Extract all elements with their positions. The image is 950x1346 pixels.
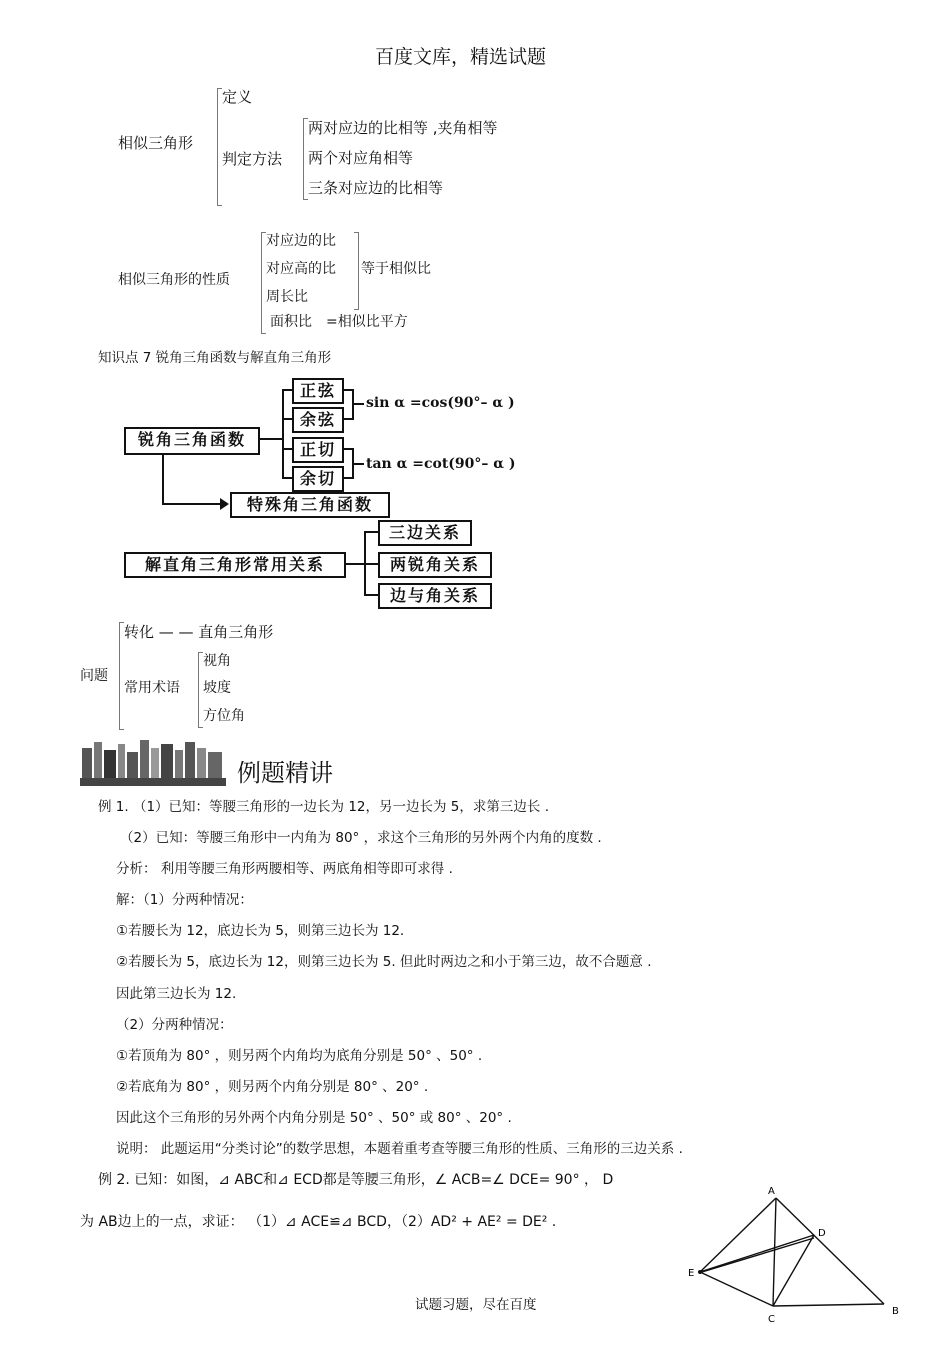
judge-item: 三条对应边的比相等 [308,179,444,197]
connector-line [282,418,292,420]
connector-line [258,438,284,440]
term-item: 坡度 [203,680,231,696]
brace [354,232,359,310]
connector-line [282,389,292,391]
property-item: 对应高的比 [266,261,336,277]
connector-line [162,452,164,505]
box-cot: 余切 [292,466,344,492]
problems-transform: 转化 — — 直角三角形 [124,623,274,641]
box-solve-right-triangle: 解直角三角形常用关系 [124,552,346,578]
vertex-label: B [892,1306,899,1317]
judge-item: 两对应边的比相等 ,夹角相等 [308,119,498,137]
box-three-sides: 三边关系 [378,520,472,546]
triangle-figure [680,1180,910,1330]
books-icon [80,738,226,786]
connector-line [162,503,224,505]
properties-root: 相似三角形的性质 [118,272,230,288]
similar-judge: 判定方法 [222,150,283,168]
box-side-angle: 边与角关系 [378,583,492,609]
example2-line: 为 AB边上的一点，求证： （1）⊿ ACE≌⊿ BCD，（2）AD² + AE² = DE² . [80,1214,557,1230]
connector-line [364,531,378,533]
example2-line: 例 2. 已知：如图，⊿ ABC和⊿ ECD都是等腰三角形，∠ ACB=∠ DCE= 90° ， D [98,1172,614,1188]
box-cos: 余弦 [292,407,344,433]
problems-root: 问题 [80,668,108,684]
property-area: 面积比 [270,314,312,330]
example1-line: ①若顶角为 80° ，则另两个内角均为底角分别是 50° 、50° . [116,1048,483,1064]
arrow-head-icon [220,498,229,510]
term-item: 视角 [203,653,231,669]
connector-line [364,594,378,596]
page-title: 百度文库，精选试题 [375,46,547,68]
example1-line: 说明： 此题运用“分类讨论”的数学思想，本题着重考查等腰三角形的性质、三角形的三边关系 . [116,1141,683,1157]
example1-line: （2）分两种情况： [116,1017,233,1033]
problems-terms: 常用术语 [124,680,180,696]
box-trig-functions: 锐角三角函数 [124,427,260,455]
similar-definition: 定义 [222,88,253,106]
vertex-label: C [768,1314,775,1325]
property-area-rel: =相似比平方 [326,314,408,330]
box-special-angles: 特殊角三角函数 [230,492,390,518]
property-item: 周长比 [266,289,308,305]
box-tan: 正切 [292,437,344,463]
example1-line: （2）已知：等腰三角形中一内角为 80° ，求这个三角形的另外两个内角的度数 . [120,830,602,846]
vertex-label: D [818,1228,826,1239]
connector-line [282,389,284,479]
examples-header: 例题精讲 [237,759,333,787]
example1-line: 例 1. （1）已知：等腰三角形的一边长为 12，另一边长为 5，求第三边长 . [98,799,549,815]
formula-sin-cos: sin α =cos(90°– α ) [366,395,515,411]
box-sin: 正弦 [292,378,344,404]
example1-line: ②若腰长为 5，底边长为 12，则第三边长为 5. 但此时两边之和小于第三边，故不合题意 . [116,954,652,970]
property-equal: 等于相似比 [361,261,431,277]
connector-line [344,563,366,565]
page-footer: 试题习题，尽在百度 [415,1297,537,1313]
knowledge-point-label: 知识点 7 锐角三角函数与解直角三角形 [98,350,332,366]
connector-line [282,477,292,479]
example1-line: 因此第三边长为 12. [116,986,237,1002]
example1-line: 因此这个三角形的另外两个内角分别是 50° 、50° 或 80° 、20° . [116,1110,512,1126]
example1-line: 分析： 利用等腰三角形两腰相等、两底角相等即可求得 . [116,861,453,877]
similar-root: 相似三角形 [118,134,194,152]
judge-item: 两个对应角相等 [308,149,414,167]
connector-line [352,463,364,465]
term-item: 方位角 [203,708,245,724]
example1-line: 解：（1）分两种情况： [116,892,253,908]
connector-line [282,448,292,450]
property-item: 对应边的比 [266,233,336,249]
vertex-label: A [768,1186,775,1197]
connector-line [352,403,364,405]
formula-tan-cot: tan α =cot(90°– α ) [366,456,516,472]
vertex-label: E [688,1268,695,1279]
box-acute-angles: 两锐角关系 [378,552,492,578]
example1-line: ①若腰长为 12，底边长为 5，则第三边长为 12. [116,923,405,939]
connector-line [364,563,378,565]
example1-line: ②若底角为 80° ，则另两个内角分别是 80° 、20° . [116,1079,429,1095]
